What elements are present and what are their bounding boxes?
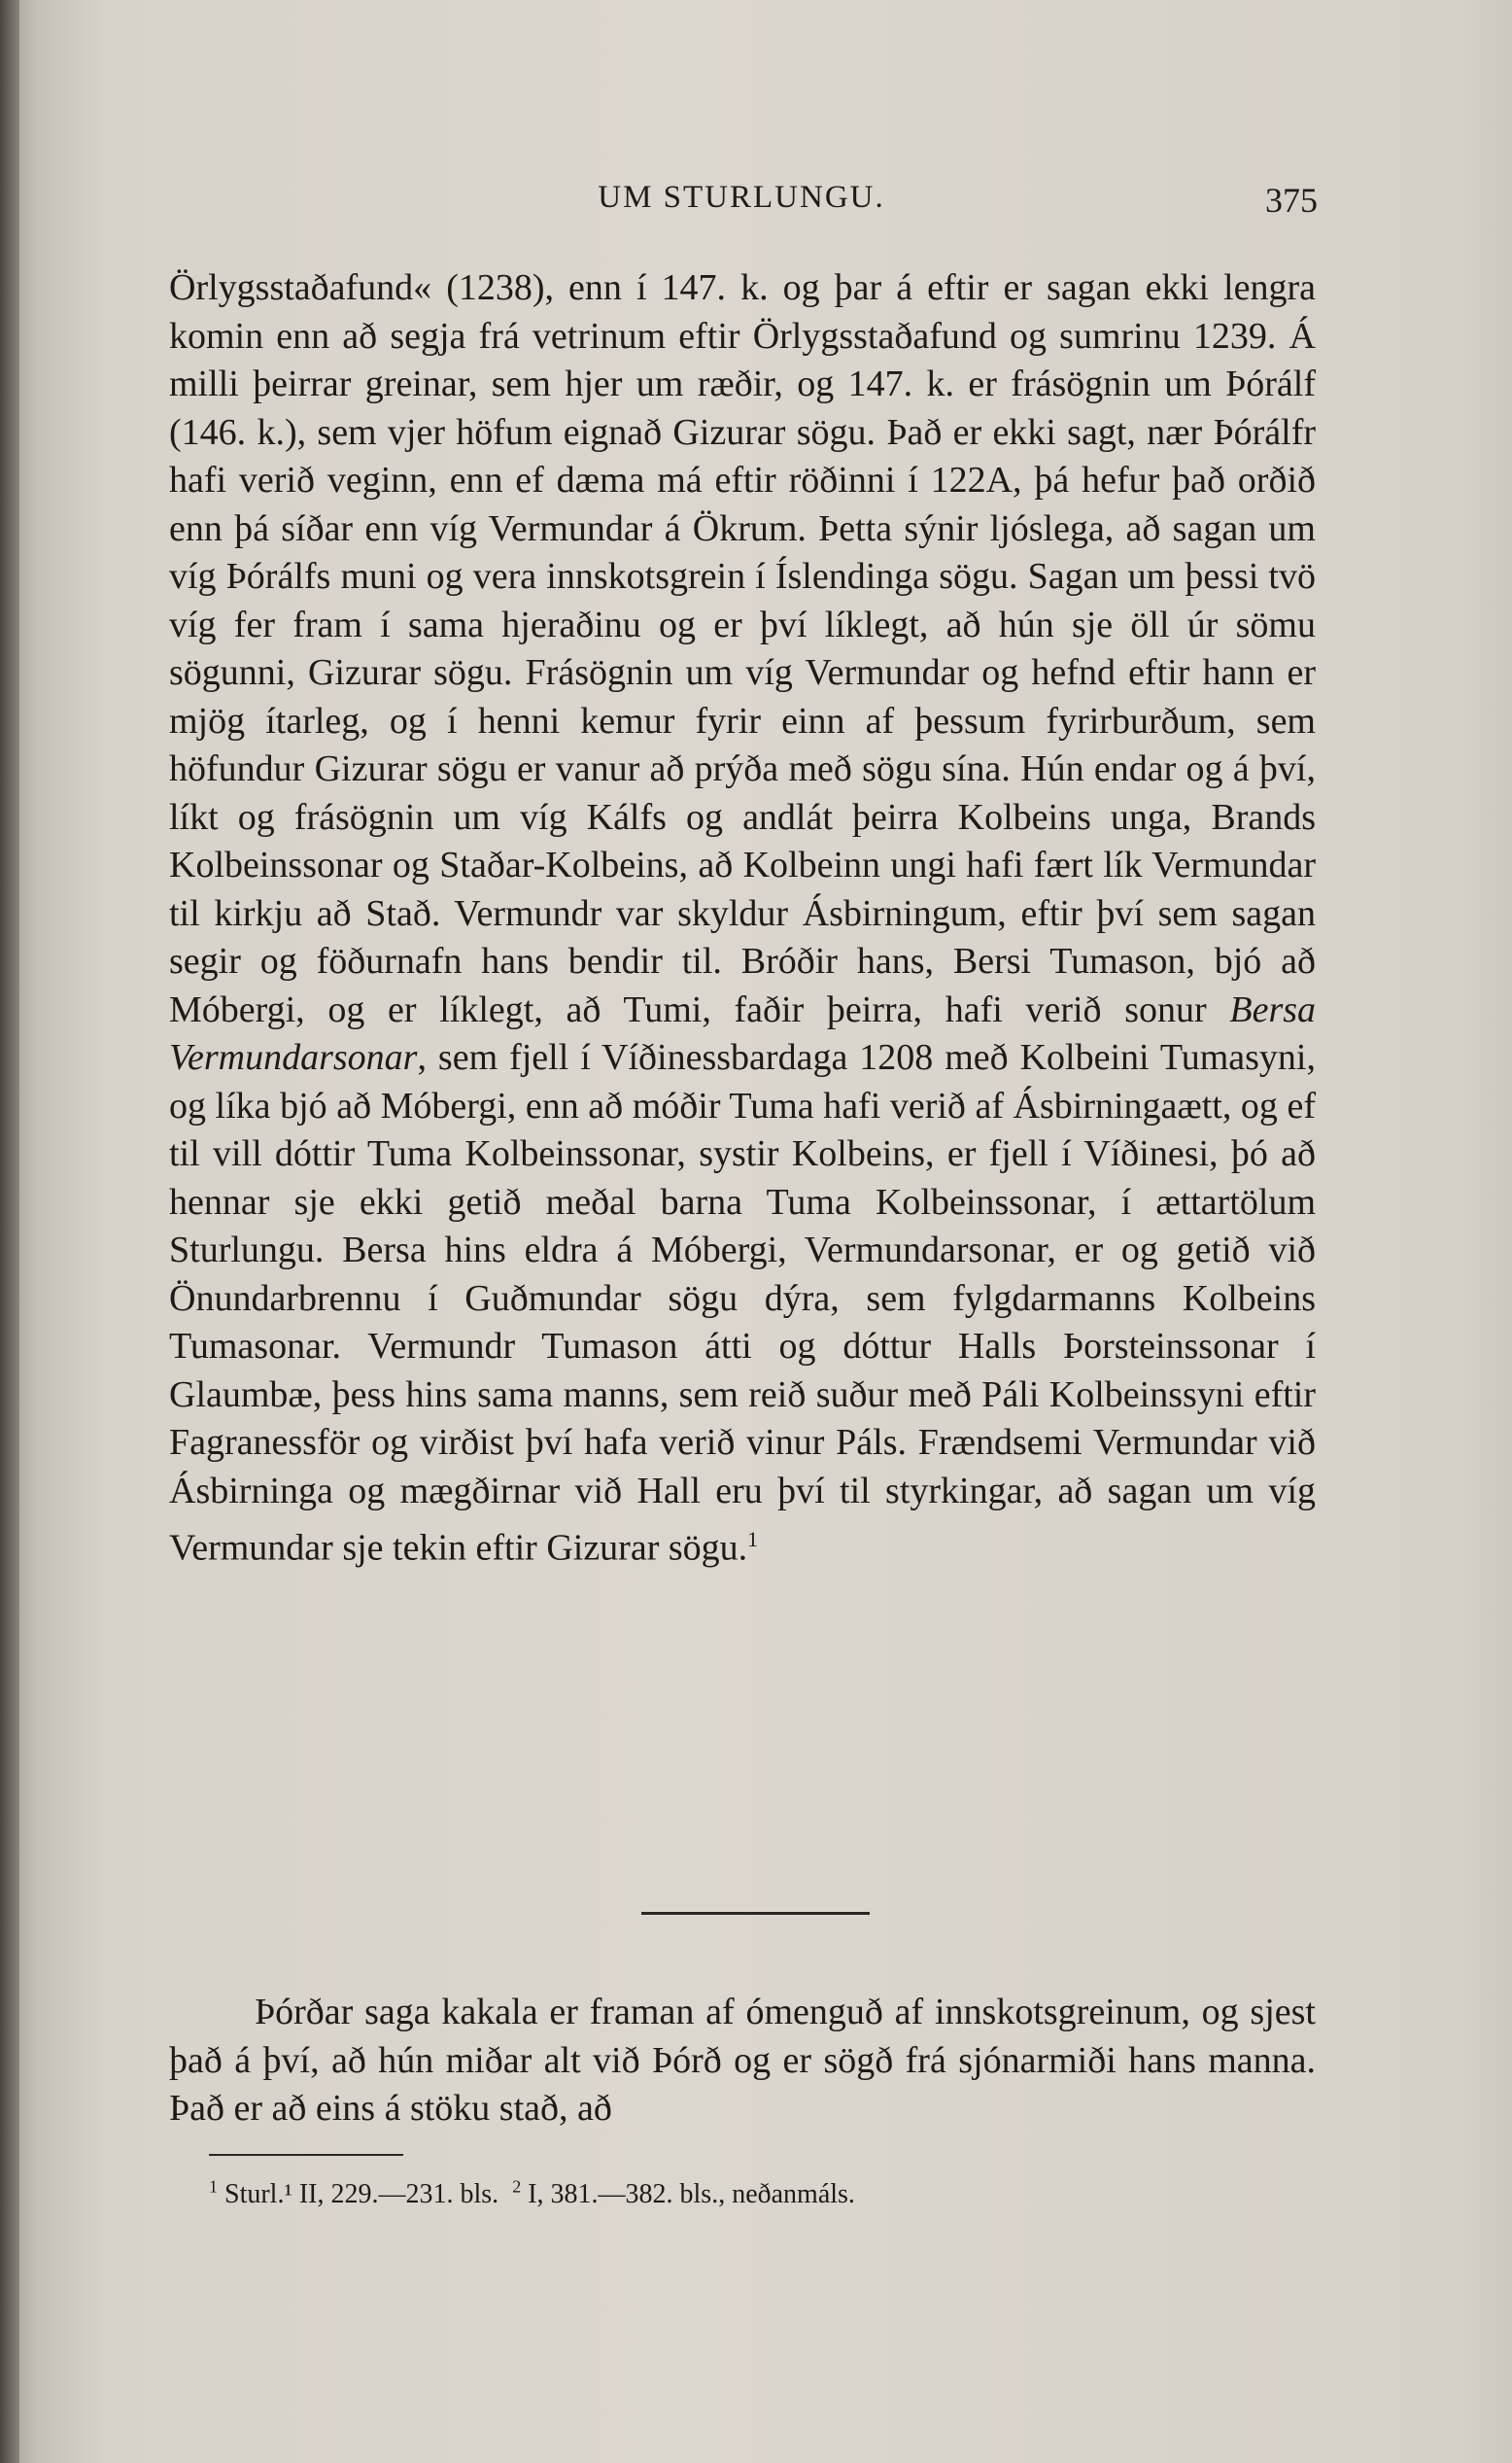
- footnote-2-mark: 2: [512, 2177, 522, 2197]
- paragraph-1-text-b: , sem fjell í Víðinessbardaga 1208 með Kolbeini Tumasyni, og líka bjó að Móbergi, enn að móðir Tuma hafi verið af Ásbirningaætt, og ef til vill dóttir Tuma Kolbeinssonar, systir Kolbeins, er fjell í Víðinesi, þó að hennar sje ekki getið meðal barna Tuma Kolbeinssonar, í ættartölum Sturlungu. Bersa hins eldra á Móbergi, Vermundarsonar, er og getið við Önundarbrennu í Guðmundar sögu dýra, sem fylgdarmanns Kolbeins Tumasonar. Vermundr Tumason átti og dóttur Halls Þorsteinssonar í Glaumbæ, þess hins sama manns, sem reið suður með Páli Kolbeinssyni eftir Fagranessför og virðist því hafa verið vinur Páls. Frændsemi Vermundar við Ásbirninga og mægðirnar við Hall eru því til styrkingar, að sagan um víg Vermundar sje tekin eftir Gizurar sögu.: [169, 1037, 1316, 1569]
- page-gutter: [0, 0, 19, 2463]
- footnote-2-text: I, 381.—382. bls., neðanmáls.: [528, 2179, 855, 2210]
- page-header: [165, 180, 1318, 228]
- section-divider: [641, 1912, 870, 1915]
- running-head: UM STURLUNGU.: [598, 180, 885, 215]
- footnotes: [209, 2177, 1278, 2210]
- footnote-1-mark: 1: [209, 2177, 218, 2197]
- footnote-2: [512, 2179, 855, 2209]
- page-number: 375: [1265, 181, 1318, 220]
- footnote-1: [209, 2179, 498, 2209]
- footnote-1-text: Sturl.¹ II, 229.—231. bls.: [224, 2179, 499, 2210]
- paragraph-2: [169, 1989, 1316, 2133]
- italic-name: Bersa Vermundarsonar: [169, 989, 1317, 1078]
- footnote-rule: [209, 2154, 403, 2156]
- footnote-reference: 1: [747, 1527, 759, 1551]
- paragraph-2-text: Þórðar saga kakala er framan af ómenguð af innskotsgreinum, og sjest það á því, að hún miðar alt við Þórð og er sögð frá sjónarmiði hans manna. Það er að eins á stöku stað, að: [169, 1992, 1316, 2129]
- paragraph-1: [169, 264, 1316, 1573]
- paragraph-1-text-a: Örlygsstaðafund« (1238), enn í 147. k. og þar á eftir er sagan ekki lengra komin enn að segja frá vetrinum eftir Örlygsstaðafund og sumrinu 1239. Á milli þeirrar greinar, sem hjer um ræðir, og 147. k. er frásögnin um Þórálf (146. k.), sem vjer höfum eignað Gizurar sögu. Það er ekki sagt, nær Þórálfr hafi verið veginn, enn ef dæma má eftir röðinni í 122A, þá hefur það orðið enn þá síðar enn víg Vermundar á Ökrum. Þetta sýnir ljóslega, að sagan um víg Þórálfs muni og vera innskotsgrein í Íslendinga sögu. Sagan um þessi tvö víg fer fram í sama hjeraðinu og er því líklegt, að hún sje öll úr sömu sögunni, Gizurar sögu. Frásögnin um víg Vermundar og hefnd eftir hann er mjög ítarleg, og í henni kemur fyrir einn af þessum fyrirburðum, sem höfundur Gizurar sögu er vanur að prýða með sögu sína. Hún endar og á því, líkt og frásögnin um víg Kálfs og andlát þeirra Kolbeins unga, Brands Kolbeinssonar og Staðar-Kolbeins, að Kolbeinn ungi hafi fært lík Vermundar til kirkju að Stað. Vermundr var skyldur Ásbirningum, eftir því sem sagan segir og föðurnafn hans bendir til. Bróðir hans, Bersi Tumason, bjó að Móbergi, og er líklegt, að Tumi, faðir þeirra, hafi verið sonur: [169, 267, 1316, 1030]
